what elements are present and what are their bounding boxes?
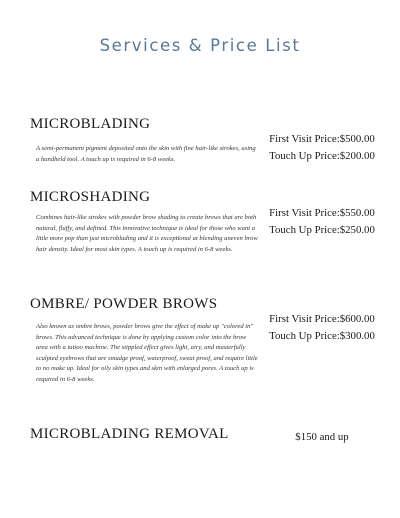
- touch-up-price: Touch Up Price:$200.00: [269, 149, 375, 162]
- service-description: Combines hair-like strokes with powder brow shading to create brows that are both natural, fluffy, and defined. This innovative technique is ideal for those who want a little more pop than just microblading and it is exceptional at blending uneven brow hair density. Ideal for most skin types. A touch up is required in 6-8 weeks.: [36, 214, 258, 253]
- first-visit-price: First Visit Price:$550.00: [269, 207, 375, 219]
- service-name: MICROBLADING: [30, 116, 151, 132]
- touch-up-price: Touch Up Price:$250.00: [269, 223, 375, 236]
- service-description: A semi-permanent pigment deposited onto the skin with fine hair-like strokes, using a handheld tool. A touch up is required in 6-8 weeks.: [36, 145, 256, 163]
- service-prices: [262, 205, 382, 238]
- service-prices: [262, 131, 382, 164]
- removal-price: $150 and up: [295, 431, 349, 443]
- service-name: MICROBLADING REMOVAL: [30, 426, 229, 442]
- service-name: OMBRE/ POWDER BROWS: [30, 296, 218, 312]
- touch-up-price: Touch Up Price:$300.00: [269, 329, 375, 342]
- first-visit-price: First Visit Price:$600.00: [269, 313, 375, 325]
- service-prices: [262, 311, 382, 344]
- page-title: Services & Price List: [99, 36, 301, 55]
- service-description: Also known as ombre brows, powder brows give the effect of make up "colored in" brows. This advanced technique is done by applying custom color into the brow area with a tattoo machine. The stippled effect gives light, airy, and masterfully sculpted eyebrows that are smudge proof, waterproof, sweat proof, and require little to no make up. Ideal for oily skin types and skin with enlarged pores. A touch up is required in 6-8 weeks.: [36, 323, 258, 383]
- service-name: MICROSHADING: [30, 189, 151, 205]
- first-visit-price: First Visit Price:$500.00: [269, 133, 375, 145]
